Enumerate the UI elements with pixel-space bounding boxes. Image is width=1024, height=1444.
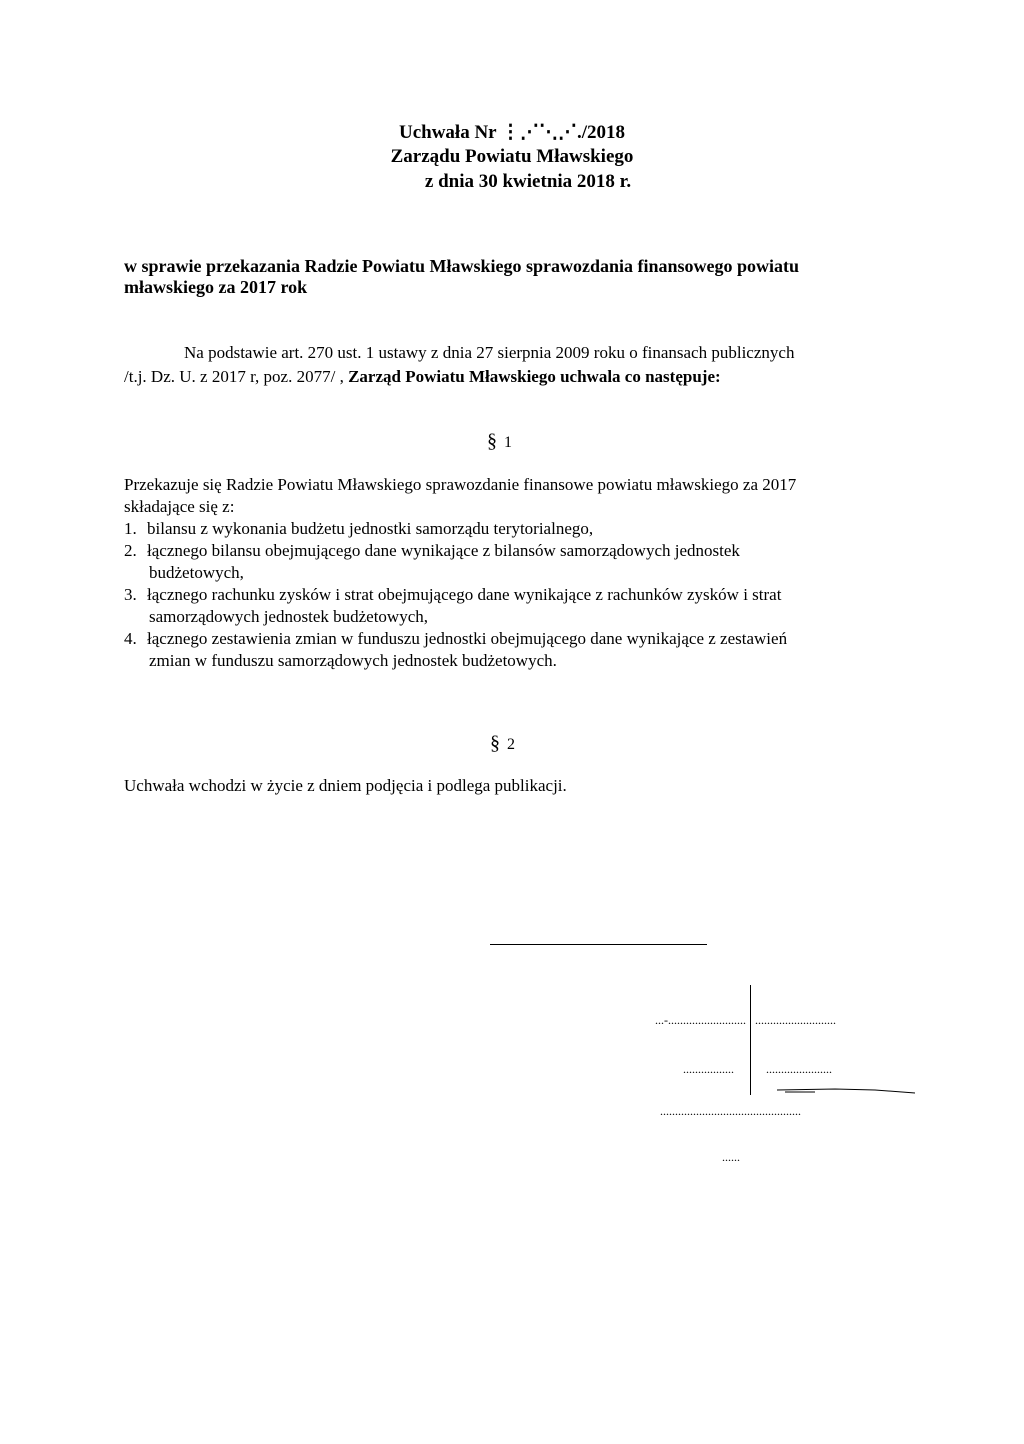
signature-dots-row-3: ............................................... xyxy=(660,1104,801,1118)
section-number: 2 xyxy=(507,736,515,753)
signature-vertical-rule xyxy=(750,985,751,1095)
list-item xyxy=(124,584,781,606)
list-item xyxy=(124,540,740,562)
section-symbol: § xyxy=(490,732,500,754)
list-item xyxy=(124,628,787,650)
signature-scribble xyxy=(775,1084,920,1098)
section-1-intro-line-2: składające się z: xyxy=(124,497,235,516)
list-item-continuation: zmian w funduszu samorządowych jednostek budżetowych. xyxy=(149,651,557,670)
list-item-text: łącznego zestawienia zmian w funduszu jednostki obejmującego dane wynikające z zestawień xyxy=(147,629,788,648)
list-item-continuation: samorządowych jednostek budżetowych, xyxy=(149,607,428,626)
list-item-text: łącznego bilansu obejmującego dane wynikające z bilansów samorządowych jednostek xyxy=(147,541,740,560)
section-number: 1 xyxy=(504,434,512,451)
section-2-text: Uchwała wchodzi w życie z dniem podjęcia i podlega publikacji. xyxy=(124,776,567,795)
legal-basis-citation: /t.j. Dz. U. z 2017 r, poz. 2077/ , xyxy=(124,367,349,386)
resolution-number: Uchwała Nr ⋮⋰⋱⋰./2018 xyxy=(398,122,626,143)
list-item-continuation: budżetowych, xyxy=(149,563,244,582)
list-item xyxy=(124,518,593,540)
resolution-date: z dnia 30 kwietnia 2018 r. xyxy=(424,171,632,192)
list-item-number: 4. xyxy=(124,629,137,648)
section-2-heading xyxy=(490,732,515,755)
signature-dots-row-2-left: ................. xyxy=(683,1062,734,1076)
subject-line-2: mławskiego za 2017 rok xyxy=(124,277,308,297)
list-item-number: 3. xyxy=(124,585,137,604)
legal-basis-line-2 xyxy=(124,366,721,388)
signature-dots-row-2-right: ...................... xyxy=(766,1062,832,1076)
list-item-text: łącznego rachunku zysków i strat obejmującego dane wynikające z rachunków zysków i strat xyxy=(147,585,782,604)
list-item-number: 1. xyxy=(124,519,137,538)
signature-dots-row-1-left: ...-.......................... xyxy=(655,1013,746,1027)
list-item-number: 2. xyxy=(124,541,137,560)
signature-dots-row-4: ...... xyxy=(722,1150,740,1164)
signature-top-rule xyxy=(490,944,707,945)
issuing-body: Zarządu Powiatu Mławskiego xyxy=(390,146,634,167)
legal-basis-line-1: Na podstawie art. 270 ust. 1 ustawy z dnia 27 sierpnia 2009 roku o finansach publicznych xyxy=(184,343,795,362)
section-1-intro-line-1: Przekazuje się Radzie Powiatu Mławskiego sprawozdanie finansowe powiatu mławskiego za 2017 xyxy=(124,475,797,494)
list-item-text: bilansu z wykonania budżetu jednostki samorządu terytorialnego, xyxy=(147,519,594,538)
section-1-heading xyxy=(487,430,512,453)
signature-dots-row-1-right: ........................... xyxy=(755,1013,836,1027)
subject-line-1: w sprawie przekazania Radzie Powiatu Mławskiego sprawozdania finansowego powiatu xyxy=(124,256,800,276)
resolves-clause: Zarząd Powiatu Mławskiego uchwala co następuje: xyxy=(348,367,721,386)
section-symbol: § xyxy=(487,430,497,452)
